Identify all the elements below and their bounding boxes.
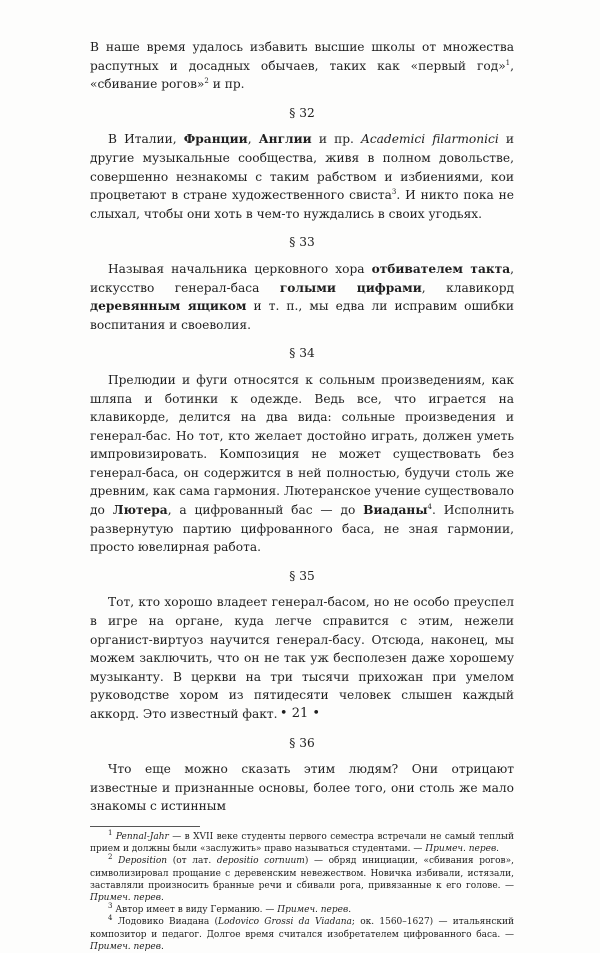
page-number: • 21 •: [279, 706, 321, 721]
section-36-paragraph: Что еще можно сказать этим людям? Они отрицают известные и признанные основы, более того, они столь же мало знакомы с истинным: [90, 762, 514, 814]
footnote-4: $^4$ Лодовико Виадана (Lodovico Grossi da Viadana; ок. 1560–1627) — итальянский композитор и педагог. Долгое время считался изобретателем цифрованного баса. — Примеч. перев.: [90, 914, 515, 952]
footnote-ref-1[interactable]: 1: [505, 58, 511, 67]
section-heading-36: § 36: [289, 735, 315, 750]
footnote-ref-3[interactable]: 3: [391, 188, 397, 197]
page-body: [90, 38, 514, 953]
intro-text-end: и пр.: [208, 77, 245, 92]
intro-text-mid: , «сбивание рогов»: [90, 58, 514, 92]
section-35-paragraph: Тот, кто хорошо владеет генерал-басом, но не особо преуспел в игре на органе, куда легче справится с этим, нежели органист-виртуоз научится генерал-басу. Отсюда, наконец, мы можем заключить, что он не так уж бесполезен даже хорошему музыканту. В церкви на три тысячи прихожан при умелом руководстве хором из пятидесяти человек слышен каждый аккорд. Это известный факт.: [90, 595, 514, 721]
footnote-3: $^3$ Автор имеет в виду Германию. — Примеч. перев.: [108, 902, 352, 916]
section-32-paragraph: В Италии, Франции, Англии и пр. Academici filarmonici и другие музыкальные сообщества, живя в полном довольстве, совершенно незнакомы с таким рабством и избиениями, кои процветают в стране художественного свиста$^3$. И никто пока не слыхал, чтобы они хоть в чем-то нуждались в своих угодьях.: [90, 132, 514, 221]
intro-paragraph: [90, 38, 514, 94]
section-heading-33: § 33: [289, 235, 315, 250]
section-heading-35: § 35: [289, 568, 315, 583]
footnotes: [90, 826, 514, 953]
footnote-2: $^2$ Deposition (от лат. depositio cornuum) — обряд инициации, «сбивания рогов», символизировал прощание с деревенским невежеством. Новичка избивали, истязали, заставляли произносить бранные речи и сбивали рога, привязанные к его голове. — Примеч. перев.: [90, 853, 514, 903]
section-33-paragraph: Называя начальника церковного хора отбивателем такта, искусство генерал-баса голыми цифрами, клавикорд деревянным ящиком и т. п., мы едва ли исправим ошибки воспитания и своеволия.: [90, 261, 515, 332]
intro-text: В наше время удалось избавить высшие школы от множества распутных и досадных обычаев, таких как «первый год»: [90, 40, 514, 73]
footnote-ref-2[interactable]: 2: [204, 77, 209, 86]
footnote-1: $^1$ Pennal-Jahr — в XVII веке студенты первого семестра встречали не самый теплый прием и должны были «заслужить» право называться студентами. — Примеч. перев.: [90, 828, 514, 855]
footnote-ref-4[interactable]: 4: [427, 503, 433, 511]
section-34-paragraph: Прелюдии и фуги относятся к сольным произведениям, как шляпа и ботинки к одежде. Ведь все, что играется на клавикорде, делится на два вида: сольные произведения и генерал-бас. Но тот, кто желает достойно играть, должен уметь импровизировать. Композиция не может существовать без генерал-баса, он содержится в ней полностью, будучи столь же древним, как сама гармония. Лютеранское учение существовало до Лютера, а цифрованный бас — до Виаданы$^4$. Исполнить развернутую партию цифрованного баса, не зная гармонии, просто ювелирная работа.: [90, 372, 515, 555]
section-heading-34: § 34: [289, 346, 315, 361]
section-heading-32: § 32: [289, 105, 315, 120]
footnote-divider: [90, 826, 200, 827]
